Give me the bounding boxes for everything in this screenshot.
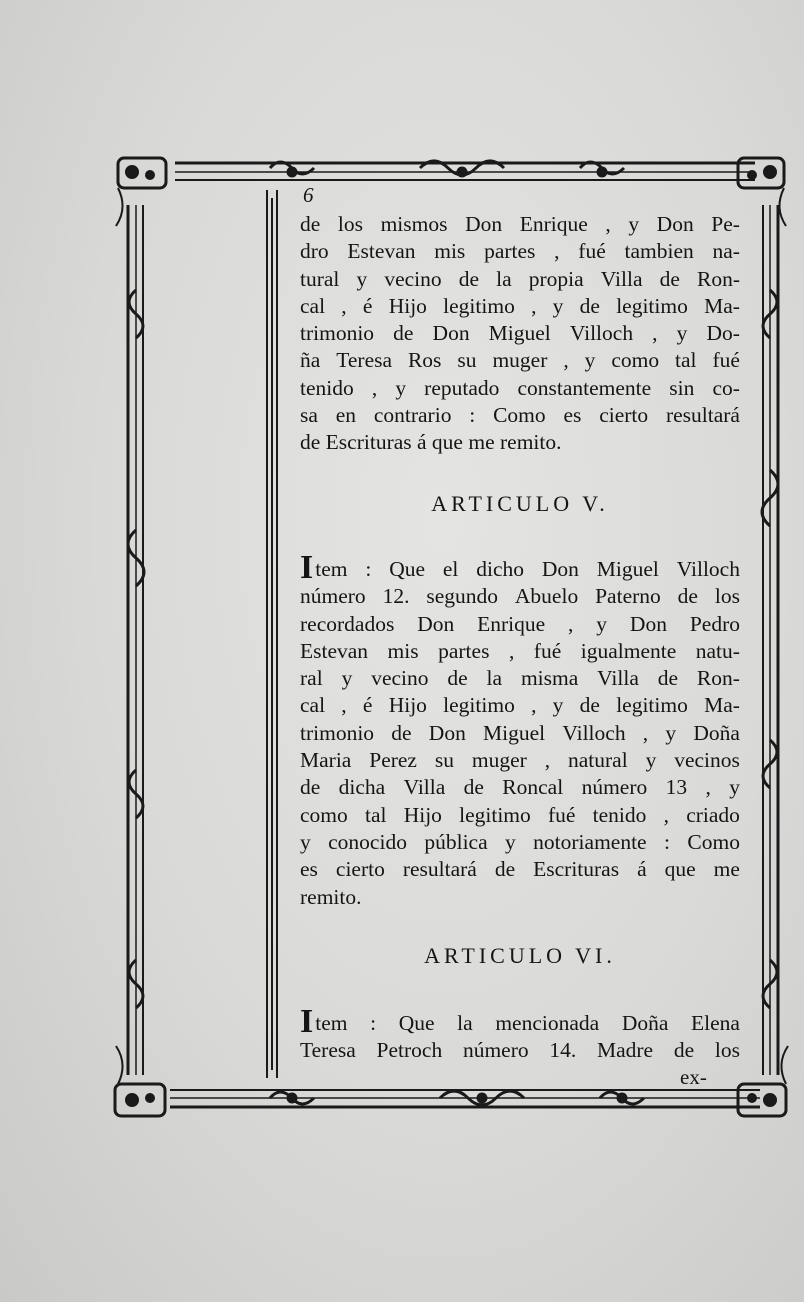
word: Teresa — [300, 1038, 356, 1063]
word: dro — [300, 239, 329, 264]
word: Enrique — [519, 212, 588, 236]
article-heading-v: ARTICULO V. — [431, 491, 609, 516]
word: , — [568, 611, 574, 636]
drop-cap: I — [300, 549, 314, 586]
word: ña — [300, 348, 321, 373]
drop-cap: I — [300, 1003, 314, 1040]
word: Madre — [596, 1038, 654, 1063]
word: cierto — [335, 857, 385, 882]
word: na- — [712, 239, 740, 264]
word: la — [486, 666, 503, 691]
text-line-with-dropcap — [300, 549, 740, 586]
word: conocido — [328, 829, 407, 854]
word: Don — [629, 611, 667, 636]
word: segundo — [426, 584, 499, 609]
word: y — [729, 775, 740, 800]
word: , — [531, 693, 537, 718]
word: la — [457, 1011, 473, 1035]
word: y — [645, 748, 657, 773]
text-line — [300, 320, 740, 347]
word: Villa — [600, 266, 643, 291]
word: Ros — [407, 348, 442, 373]
word: , — [371, 375, 378, 400]
word: , — [642, 720, 649, 745]
word: Don — [417, 611, 455, 636]
word: Teresa — [336, 348, 393, 373]
word: : — [365, 557, 372, 581]
word: sa — [300, 403, 318, 428]
word: vecinos — [674, 748, 740, 773]
word: propia — [528, 266, 584, 291]
word: el — [442, 557, 459, 581]
word: vecino — [384, 266, 442, 291]
word: tal — [364, 802, 387, 827]
word: de — [579, 693, 600, 718]
word: , — [652, 321, 658, 346]
word: de — [579, 293, 600, 318]
word: Pe- — [711, 212, 740, 236]
word: Villoch — [676, 557, 740, 581]
paragraph-3 — [300, 1003, 740, 1065]
word: mencionada — [495, 1011, 600, 1035]
word: Do- — [706, 321, 740, 346]
word: de — [393, 321, 414, 346]
word: como — [611, 348, 660, 373]
paragraph-2 — [300, 549, 740, 911]
word: 14. — [549, 1038, 577, 1063]
word: y — [356, 266, 368, 291]
text-line — [315, 556, 740, 583]
word: y — [505, 829, 516, 854]
text-line: remito. — [300, 884, 362, 909]
word: los — [714, 1038, 740, 1063]
word: , — [554, 239, 560, 264]
word: cal — [300, 693, 326, 718]
text-line — [300, 720, 740, 747]
word: trimonio — [300, 720, 375, 745]
word: tenido — [300, 375, 354, 400]
word: legitimo — [459, 802, 531, 827]
word: y — [665, 720, 677, 745]
word: de — [391, 720, 412, 745]
word: y — [395, 375, 407, 400]
column-rule — [266, 190, 278, 1078]
word: número — [300, 584, 366, 609]
word: fué — [548, 802, 576, 827]
word: y — [628, 212, 640, 236]
word: tal — [675, 348, 697, 373]
word: me — [713, 857, 740, 882]
word: mis — [387, 638, 419, 663]
word: Villoch — [569, 321, 634, 346]
corner-ornament-bottom-left — [115, 1046, 165, 1116]
word: Estevan — [300, 638, 369, 663]
word: natu- — [695, 638, 740, 663]
word: fué — [712, 348, 740, 373]
word: , — [563, 348, 569, 373]
word: reputado — [424, 375, 500, 400]
word: Roncal — [502, 775, 564, 800]
word: partes — [484, 239, 536, 264]
word: , — [508, 638, 515, 663]
text-line — [300, 1037, 740, 1064]
word: de — [458, 266, 480, 291]
word: tem — [315, 557, 348, 581]
word: Doña — [621, 1011, 669, 1035]
word: Villa — [597, 666, 639, 691]
word: Ron- — [696, 266, 740, 291]
word: Enrique — [477, 611, 546, 636]
text-line — [300, 293, 740, 320]
text-line — [300, 665, 740, 692]
word: número — [581, 775, 648, 800]
text-line — [300, 238, 740, 265]
word: en — [335, 403, 357, 428]
word: de — [463, 775, 484, 800]
word: Como — [493, 403, 546, 428]
word: es — [563, 403, 582, 428]
word: , — [705, 775, 711, 800]
word: criado — [686, 802, 740, 827]
word: Que — [398, 1011, 435, 1035]
text-line — [300, 747, 740, 774]
text-line: de Escrituras á que me remito. — [300, 430, 562, 455]
word: mis — [434, 239, 466, 264]
word: Don — [432, 321, 470, 346]
word: Miguel — [596, 557, 659, 581]
word: : — [469, 403, 476, 428]
word: , — [531, 293, 537, 318]
word: legitimo — [616, 693, 688, 718]
word: legitimo — [616, 293, 688, 318]
word: como — [300, 802, 348, 827]
word: su — [457, 348, 477, 373]
word: , — [341, 693, 347, 718]
word: Estevan — [347, 239, 416, 264]
word: fué — [533, 638, 562, 663]
word: legitimo — [443, 693, 515, 718]
text-line — [315, 1010, 740, 1037]
word: de — [657, 666, 679, 691]
text-line — [300, 347, 740, 374]
paragraph-1 — [300, 211, 740, 457]
word: dicho — [476, 557, 525, 581]
text-line-with-dropcap — [300, 1003, 740, 1040]
article-heading-vi: ARTICULO VI. — [424, 943, 616, 968]
text-line — [300, 375, 740, 402]
word: Hijo — [388, 693, 427, 718]
word: Abuelo — [514, 584, 579, 609]
word: Hijo — [388, 293, 427, 318]
word: de — [673, 1038, 695, 1063]
word: y — [552, 693, 564, 718]
word: su — [434, 748, 454, 773]
word: é — [362, 293, 373, 318]
word: igualmente — [580, 638, 677, 663]
word: Pedro — [689, 611, 740, 636]
word: , — [341, 293, 347, 318]
text-line — [300, 829, 740, 856]
word: pública — [424, 829, 488, 854]
word: y — [584, 348, 596, 373]
word: es — [300, 857, 318, 882]
word: cierto — [599, 403, 649, 428]
word: Don — [656, 212, 694, 236]
word: Maria — [300, 748, 352, 773]
word: Como — [687, 829, 740, 854]
word: notoriamente — [533, 829, 647, 854]
word: contrario — [373, 403, 452, 428]
word: tenido — [592, 802, 647, 827]
word: constantemente — [517, 375, 652, 400]
word: resultará — [402, 857, 477, 882]
word: natural — [567, 748, 628, 773]
word: tural — [300, 266, 340, 291]
text-line — [300, 802, 740, 829]
word: fué — [578, 239, 606, 264]
word: que — [664, 857, 696, 882]
word: de — [659, 266, 680, 291]
word: y — [300, 829, 311, 854]
word: Villa — [403, 775, 446, 800]
word: tem — [315, 1011, 348, 1035]
word: vecino — [371, 666, 429, 691]
word: legitimo — [443, 293, 515, 318]
word: Ron- — [696, 666, 740, 691]
word: Elena — [691, 1011, 740, 1035]
word: resultará — [665, 403, 740, 428]
word: Escrituras — [533, 857, 620, 882]
word: los — [714, 584, 740, 609]
word: y — [676, 321, 688, 346]
word: Petroch — [376, 1038, 443, 1063]
word: Villoch — [562, 720, 626, 745]
text-line — [300, 692, 740, 719]
corner-ornament-top-left — [116, 158, 166, 226]
word: cal — [300, 293, 326, 318]
word: , — [544, 748, 551, 773]
word: Don — [428, 720, 466, 745]
word: partes — [438, 638, 490, 663]
text-line — [300, 774, 740, 801]
word: : — [664, 829, 670, 854]
word: Miguel — [488, 321, 551, 346]
word: , — [663, 802, 669, 827]
word: á — [637, 857, 647, 882]
word: Paterno — [595, 584, 661, 609]
word: co- — [712, 375, 740, 400]
word: é — [362, 693, 373, 718]
text-line — [300, 611, 740, 638]
word: número — [462, 1038, 529, 1063]
word: Don — [541, 557, 579, 581]
word: Que — [389, 557, 426, 581]
text-line — [300, 266, 740, 293]
word: 12. — [382, 584, 410, 609]
word: ral — [300, 666, 323, 691]
word: Ma- — [704, 693, 740, 718]
word: y — [596, 611, 608, 636]
word: Miguel — [483, 720, 546, 745]
word: sin — [669, 375, 695, 400]
word: de — [447, 666, 468, 691]
word: , — [605, 212, 611, 236]
text-line — [300, 856, 740, 883]
word: tambien — [624, 239, 694, 264]
text-line — [300, 211, 740, 238]
word: de — [494, 857, 516, 882]
text-line — [300, 402, 740, 429]
page-number: 6 — [303, 183, 314, 207]
catchword: ex- — [680, 1065, 707, 1089]
text-line — [300, 583, 740, 610]
word: : — [370, 1011, 377, 1035]
word: y — [341, 666, 353, 691]
word: de — [300, 775, 321, 800]
word: de — [300, 212, 321, 236]
word: dicha — [338, 775, 386, 800]
word: misma — [520, 666, 579, 691]
word: y — [552, 293, 564, 318]
word: Ma- — [704, 293, 740, 318]
word: Doña — [693, 720, 740, 745]
word: la — [496, 266, 512, 291]
word: mismos — [380, 212, 448, 236]
word: los — [337, 212, 363, 236]
word: 13 — [665, 775, 688, 800]
text-line — [300, 638, 740, 665]
word: Don — [465, 212, 503, 236]
word: muger — [492, 348, 548, 373]
word: muger — [471, 748, 527, 773]
word: de — [677, 584, 698, 609]
word: trimonio — [300, 321, 375, 346]
word: Perez — [369, 748, 417, 773]
word: recordados — [300, 611, 395, 636]
word: Hijo — [403, 802, 442, 827]
